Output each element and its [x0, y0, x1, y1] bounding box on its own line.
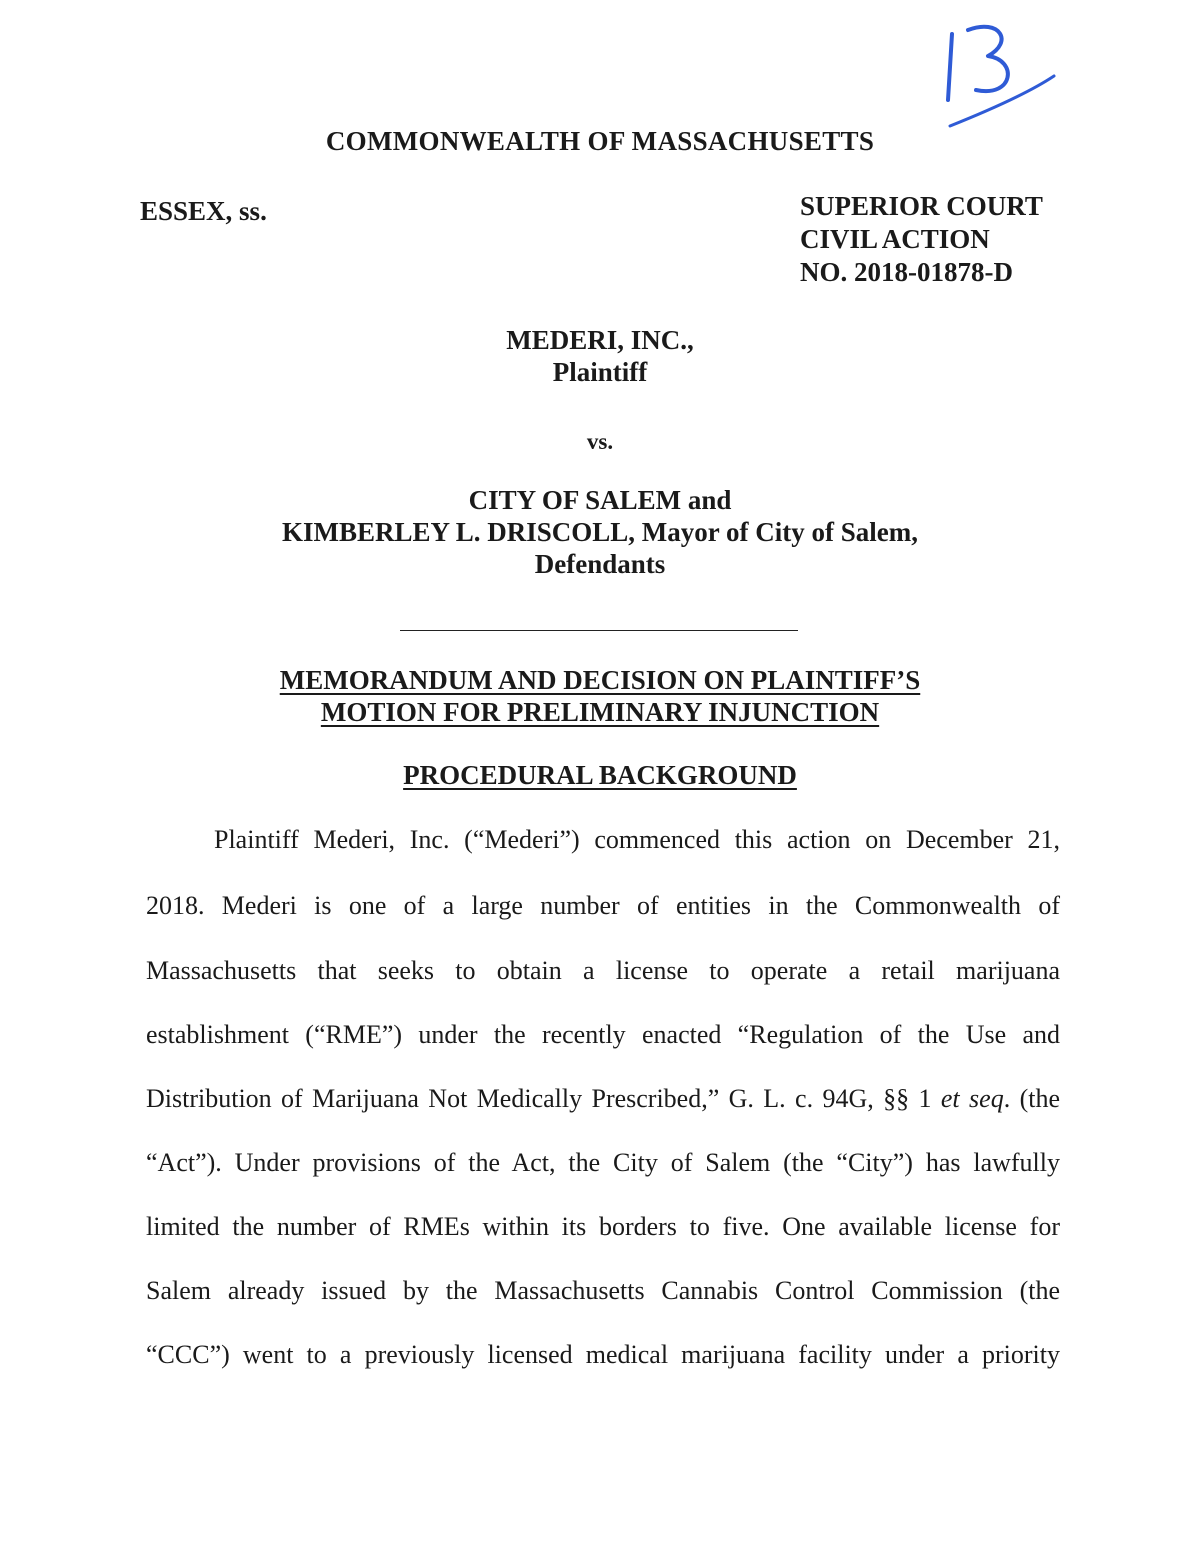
case-number: NO. 2018-01878-D [800, 257, 1013, 287]
body-line-5 [146, 1083, 1060, 1115]
separator-line [400, 630, 798, 631]
body-line-1: Plaintiff Mederi, Inc. (“Mederi”) commenced this action on December 21, [214, 825, 1060, 854]
versus-label: vs. [586, 429, 614, 454]
document-title [0, 664, 1200, 728]
handwritten-page-number [930, 14, 1070, 134]
plaintiff-name: MEDERI, INC., [506, 325, 694, 355]
defendant-line-2: KIMBERLEY L. DRISCOLL, Mayor of City of Salem, [281, 517, 919, 547]
body-line-7: limited the number of RMEs within its borders to five. One available license for [146, 1212, 1060, 1241]
body-line-4: establishment (“RME”) under the recently enacted “Regulation of the Use and [146, 1020, 1060, 1049]
body-line-6: “Act”). Under provisions of the Act, the City of Salem (the “City”) has lawfully [146, 1148, 1060, 1177]
action-type: CIVIL ACTION [800, 224, 990, 254]
body-line-5-end: . (the [1003, 1084, 1061, 1113]
commonwealth-heading: COMMONWEALTH OF MASSACHUSETTS [325, 126, 875, 156]
defendant-block [0, 484, 1200, 580]
county-label: ESSEX, ss. [140, 196, 267, 226]
body-line-2: 2018. Mederi is one of a large number of entities in the Commonwealth of [146, 891, 1060, 920]
body-line-3: Massachusetts that seeks to obtain a license to operate a retail marijuana [146, 956, 1060, 985]
section-heading-text: PROCEDURAL BACKGROUND [403, 760, 797, 790]
body-line-9: “CCC”) went to a previously licensed medical marijuana facility under a priority [146, 1340, 1060, 1369]
section-heading [0, 760, 1200, 791]
defendant-role: Defendants [534, 549, 666, 579]
plaintiff-block [0, 324, 1200, 388]
court-name: SUPERIOR COURT [800, 191, 1043, 221]
title-line-1: MEMORANDUM AND DECISION ON PLAINTIFF’S [279, 665, 921, 695]
title-line-2: MOTION FOR PRELIMINARY INJUNCTION [320, 697, 880, 727]
body-line-5-start: Distribution of Marijuana Not Medically Prescribed,” G. L. c. 94G, §§ 1 [146, 1084, 941, 1113]
court-case-block [800, 190, 1043, 289]
body-line-5-italic: et seq [940, 1084, 1004, 1113]
plaintiff-role: Plaintiff [552, 357, 648, 387]
defendant-line-1: CITY OF SALEM and [468, 485, 732, 515]
body-line-8: Salem already issued by the Massachusetts Cannabis Control Commission (the [146, 1276, 1060, 1305]
